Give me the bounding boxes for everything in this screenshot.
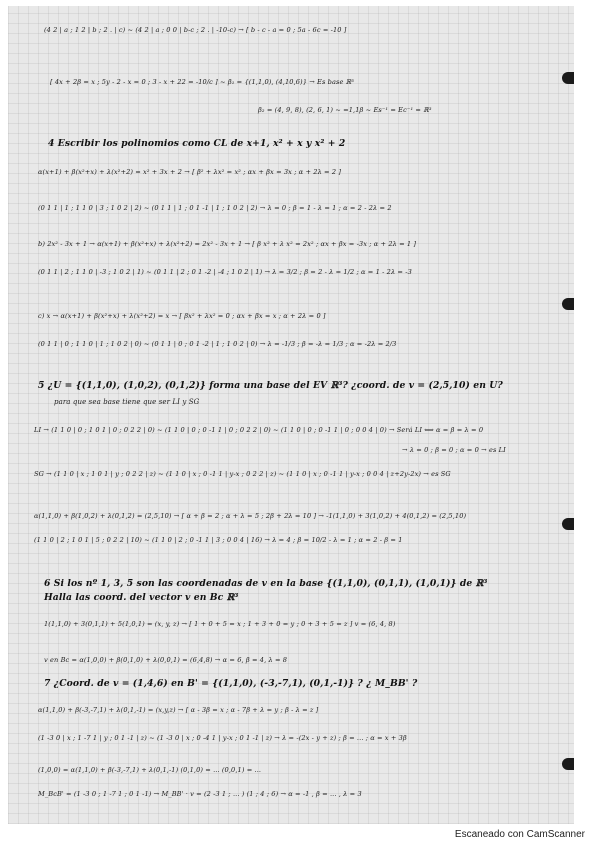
note-line-20: 1(1,1,0) + 3(0,1,1) + 5(1,0,1) = (x, y, z) → [ 1 + 0 + 5 = x ; 1 + 3 + 0 = y ; 0 + 3 + 5 = z ] v = (6, 4, 8) xyxy=(44,620,396,628)
note-line-25: (1,0,0) = α(1,1,0) + β(-3,-7,1) + λ(0,1,-1) (0,1,0) = ... (0,0,1) = ... xyxy=(38,766,262,774)
binder-hole-bottom xyxy=(562,758,574,770)
exercise-6-title: 6 Si los nº 1, 3, 5 son las coordenadas de v en la base {(1,1,0), (0,1,1), (1,0,1)} de ℝ³ xyxy=(44,578,488,589)
binder-hole-middle xyxy=(562,298,574,310)
binder-hole-lower xyxy=(562,518,574,530)
note-line-7: b) 2x² - 3x + 1 → α(x+1) + β(x²+x) + λ(x²+2) = 2x² - 3x + 1 → [ β x² + λ x² = 2x² ; αx + βx = -3x ; α + 2λ = 1 ] xyxy=(38,240,417,248)
scanner-watermark: Escaneado con CamScanner xyxy=(454,829,585,840)
note-line-16: α(1,1,0) + β(1,0,2) + λ(0,1,2) = (2,5,10) → [ α + β = 2 ; α + λ = 5 ; 2β + 2λ = 10 ] → -1(1,1,0) + 3(1,0,2) + 4(0,1,2) = (2,5,10) xyxy=(34,512,467,520)
note-line-10: (0 1 1 | 0 ; 1 1 0 | 1 ; 1 0 2 | 0) ~ (0 1 1 | 0 ; 0 1 -2 | 1 ; 1 0 2 | 0) → λ = -1/3 ; β = -λ = 1/3 ; α = -2λ = 2/3 xyxy=(38,340,397,348)
note-line-23: α(1,1,0) + β(-3,-7,1) + λ(0,1,-1) = (x,y,z) → [ α - 3β = x ; α - 7β + λ = y ; β - λ = z ] xyxy=(38,706,319,714)
exercise-4-title: 4 Escribir los polinomios como CL de x+1, x² + x y x² + 2 xyxy=(48,138,346,149)
note-line-3: β₂ = (4, 9, 8), (2, 6, 1) ~ =1,1β ~ Es⁻¹ = Ec⁻¹ = ℝ³ xyxy=(258,106,432,114)
note-line-26: M_BcB' = (1 -3 0 ; 1 -7 1 ; 0 1 -1) → M_BB' · v = (2 -3 1 ; ... ) (1 ; 4 ; 6) → α = -1 , β = ... , λ = 3 xyxy=(38,790,362,798)
note-line-12: para que sea base tiene que ser LI y SG xyxy=(54,398,200,406)
note-line-2: [ 4x + 2β = x ; 5y - 2 - x = 0 ; 3 - x + 22 = -10/c ] ~ β₁ = {(1,1,0), (4,10,6)} → Es base ℝ³ xyxy=(50,78,354,86)
note-line-21: v en Bc = α(1,0,0) + β(0,1,0) + λ(0,0,1) = (6,4,8) → α = 6, β = 4, λ = 8 xyxy=(44,656,288,664)
note-line-5: α(x+1) + β(x²+x) + λ(x²+2) = x² + 3x + 2 → [ β² + λx² = x² ; αx + βx = 3x ; α + 2λ = 2 ] xyxy=(38,168,342,176)
note-line-6: (0 1 1 | 1 ; 1 1 0 | 3 ; 1 0 2 | 2) ~ (0 1 1 | 1 ; 0 1 -1 | 1 ; 1 0 2 | 2) → λ = 0 ; β = 1 - λ = 1 ; α = 2 - 2λ = 2 xyxy=(38,204,392,212)
note-line-1: (4 2 | a ; 1 2 | b ; 2 . | c) ~ (4 2 | a ; 0 0 | b-c ; 2 . | -10-c) → [ b - c - a = 0 ; 5a - 6c = -10 ] xyxy=(44,26,347,34)
binder-hole-top xyxy=(562,72,574,84)
note-line-14: → λ = 0 ; β = 0 ; α = 0 → es LI xyxy=(402,446,506,454)
note-line-9: c) x → α(x+1) + β(x²+x) + λ(x²+2) = x → [ βx² + λx² = 0 ; αx + βx = x ; α + 2λ = 0 ] xyxy=(38,312,326,320)
note-line-15: SG → (1 1 0 | x ; 1 0 1 | y ; 0 2 2 | z) ~ (1 1 0 | x ; 0 -1 1 | y-x ; 0 2 2 | z) ~ (1 1 0 | x ; 0 -1 1 | y-x ; 0 0 4 | z+2y-2x) → es SG xyxy=(34,470,451,478)
note-line-17: (1 1 0 | 2 ; 1 0 1 | 5 ; 0 2 2 | 10) ~ (1 1 0 | 2 ; 0 -1 1 | 3 ; 0 0 4 | 16) → λ = 4 ; β = 10/2 - λ = 1 ; α = 2 - β = 1 xyxy=(34,536,403,544)
exercise-6-subtitle: Halla las coord. del vector v en Bc ℝ³ xyxy=(44,592,239,603)
exercise-5-title: 5 ¿U = {(1,1,0), (1,0,2), (0,1,2)} forma una base del EV ℝ³? ¿coord. de v = (2,5,10) en U? xyxy=(38,380,503,391)
note-line-24: (1 -3 0 | x ; 1 -7 1 | y ; 0 1 -1 | z) ~ (1 -3 0 | x ; 0 -4 1 | y-x ; 0 1 -1 | z) → λ = -(2x - y + z) ; β = ... ; α = x + 3β xyxy=(38,734,407,742)
note-line-8: (0 1 1 | 2 ; 1 1 0 | -3 ; 1 0 2 | 1) ~ (0 1 1 | 2 ; 0 1 -2 | -4 ; 1 0 2 | 1) → λ = 3/2 ; β = 2 - λ = 1/2 ; α = 1 - 2λ = -3 xyxy=(38,268,412,276)
scanned-notebook-page xyxy=(8,6,574,824)
note-line-13: LI → (1 1 0 | 0 ; 1 0 1 | 0 ; 0 2 2 | 0) ~ (1 1 0 | 0 ; 0 -1 1 | 0 ; 0 2 2 | 0) ~ (1 1 0 | 0 ; 0 -1 1 | 0 ; 0 0 4 | 0) → Será LI ⟺ α = β = λ = 0 xyxy=(34,426,484,434)
exercise-7-title: 7 ¿Coord. de v = (1,4,6) en B' = {(1,1,0), (-3,-7,1), (0,1,-1)} ? ¿ M_BB' ? xyxy=(44,678,418,689)
